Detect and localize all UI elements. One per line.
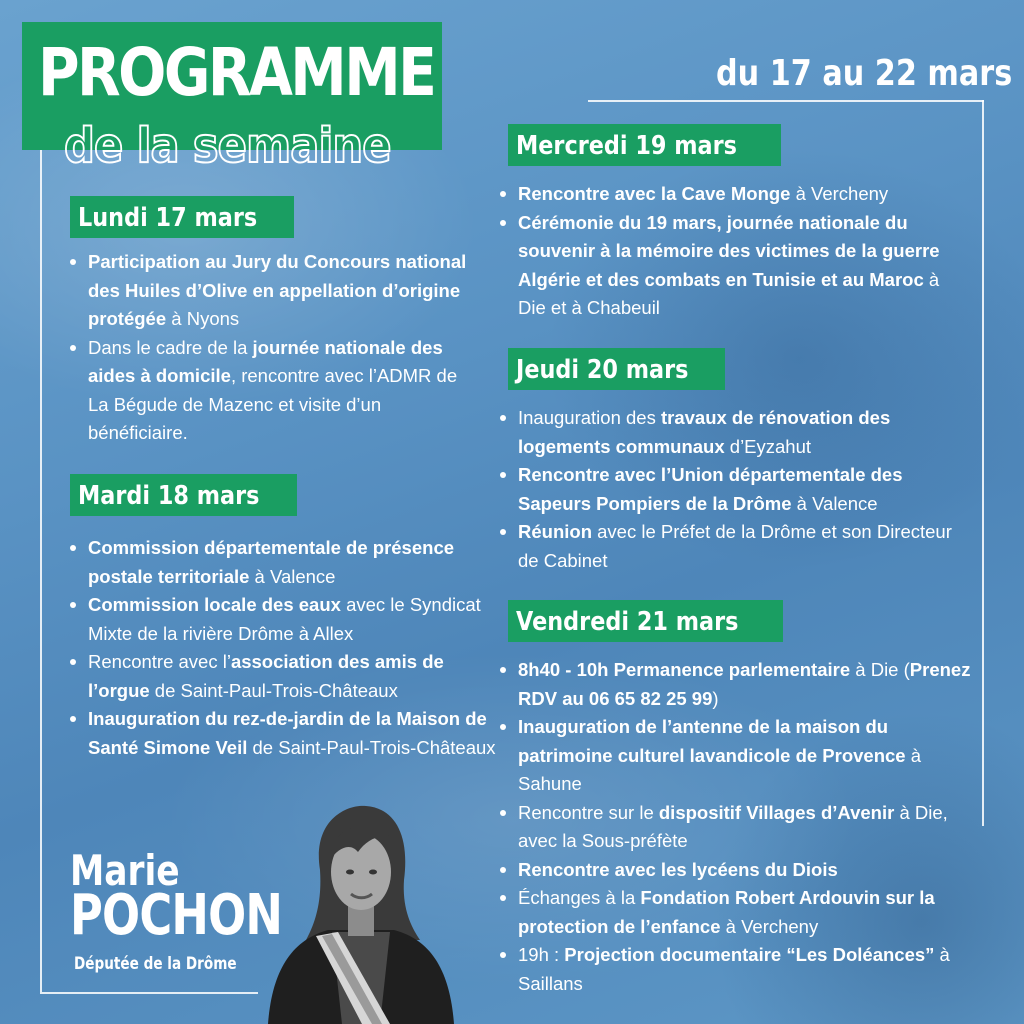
text: à Valence: [791, 492, 878, 514]
bold-text: Rencontre avec l’Union départementale des Sapeurs Pompiers de la Drôme: [518, 464, 903, 514]
list-item: [496, 404, 970, 461]
day-label-jeudi: Jeudi 20 mars: [516, 355, 689, 385]
bold-text: Commission locale des eaux: [88, 594, 341, 615]
list-item: [496, 884, 978, 941]
list-item: [496, 856, 978, 885]
text: à Die, avec la Sous-préfète: [518, 801, 948, 851]
bold-text: 8h40 - 10h Permanence parlementaire: [518, 659, 851, 680]
event-list-mardi: [66, 534, 496, 762]
text: d’Eyzahut: [724, 435, 812, 457]
text: ): [712, 687, 719, 709]
signature-first-name: Marie: [70, 846, 180, 895]
day-label-mardi: Mardi 18 mars: [78, 481, 260, 511]
text: à Nyons: [166, 308, 240, 329]
text: à Valence: [249, 565, 336, 587]
list-item: [496, 209, 966, 323]
list-item: [496, 713, 978, 799]
list-item: [496, 518, 970, 575]
event-list-vendredi: [496, 656, 978, 998]
text: de Saint-Paul-Trois-Châteaux: [149, 679, 398, 701]
bold-text: association des amis de l’orgue: [88, 651, 444, 701]
bold-text: journée nationale des aides à domicile: [88, 336, 443, 386]
text: avec le Préfet de la Drôme et son Directeur de Cabinet: [518, 521, 952, 571]
page-title: PROGRAMME: [38, 34, 435, 111]
bold-text: Rencontre avec les lycéens du Diois: [518, 858, 838, 880]
list-item: [66, 248, 476, 334]
portrait-photo: [262, 800, 458, 1024]
bold-text: Réunion: [518, 521, 592, 542]
text: de Saint-Paul-Trois-Châteaux: [247, 736, 496, 758]
frame-line-left: [40, 150, 42, 992]
list-item: [66, 705, 496, 762]
bold-text: dispositif Villages d’Avenir: [658, 801, 895, 823]
signature-role: Députée de la Drôme: [74, 954, 237, 974]
frame-line-bottom: [40, 992, 258, 994]
list-item: [496, 799, 978, 856]
page-subtitle: de la semaine: [64, 118, 391, 174]
signature-last-name: POCHON: [70, 883, 283, 948]
text: Rencontre sur le: [518, 801, 659, 823]
list-item: [496, 941, 978, 998]
text: à Sahune: [518, 744, 922, 794]
day-heading-jeudi: [508, 348, 725, 390]
text: à Die et à Chabeuil: [518, 268, 940, 318]
date-range: du 17 au 22 mars: [716, 53, 1013, 94]
bold-text: Inauguration de l’antenne de la maison du patrimoine culturel lavandicole de Provence: [518, 716, 906, 766]
list-item: [66, 648, 496, 705]
list-item: [66, 534, 496, 591]
event-list-jeudi: [496, 404, 970, 575]
list-item: [66, 591, 496, 648]
bold-text: Prenez RDV au 06 65 82 25 99: [518, 659, 971, 709]
bold-text: Participation au Jury du Concours national des Huiles d’Olive en appellation d’origine protégée: [88, 251, 467, 329]
bold-text: Commission départementale de présence postale territoriale: [88, 537, 455, 587]
bold-text: Inauguration du rez-de-jardin de la Maison de Santé Simone Veil: [88, 708, 487, 758]
text: , rencontre avec l’ADMR de La Bégude de Mazenc et visite d’un bénéficiaire.: [88, 365, 458, 443]
bold-text: travaux de rénovation des logements communaux: [518, 407, 891, 457]
day-label-mercredi: Mercredi 19 mars: [516, 131, 737, 161]
text: à Vercheny: [720, 915, 819, 937]
frame-line-top-right: [588, 100, 984, 102]
text: Inauguration des: [518, 407, 661, 428]
frame-line-right: [982, 100, 984, 826]
text: Rencontre avec l’: [88, 651, 231, 672]
bold-text: Rencontre avec la Cave Monge: [518, 183, 791, 204]
text: avec le Syndicat Mixte de la rivière Drôme à Allex: [88, 594, 481, 644]
event-list-mercredi: [496, 180, 966, 323]
text: à Vercheny: [790, 183, 889, 204]
text: 19h :: [518, 944, 565, 965]
day-heading-vendredi: [508, 600, 783, 642]
bold-text: Fondation Robert Ardouvin sur la protection de l’enfance: [518, 887, 935, 937]
day-label-vendredi: Vendredi 21 mars: [516, 607, 739, 637]
day-heading-mardi: [70, 474, 297, 516]
text: à Die (: [850, 659, 910, 680]
text: Dans le cadre de la: [88, 336, 253, 358]
bold-text: Projection documentaire “Les Doléances”: [564, 944, 935, 965]
list-item: [496, 656, 978, 713]
list-item: [66, 334, 476, 448]
text: à Saillans: [518, 944, 950, 994]
list-item: [496, 180, 966, 209]
day-heading-mercredi: [508, 124, 781, 166]
list-item: [496, 461, 970, 518]
event-list-lundi: [66, 248, 476, 448]
day-label-lundi: Lundi 17 mars: [78, 203, 258, 233]
day-heading-lundi: [70, 196, 294, 238]
text: Échanges à la: [518, 887, 641, 908]
bold-text: Cérémonie du 19 mars, journée nationale du souvenir à la mémoire des victimes de la guerre Algérie et des combats en Tunisie et au Maroc: [518, 211, 940, 290]
